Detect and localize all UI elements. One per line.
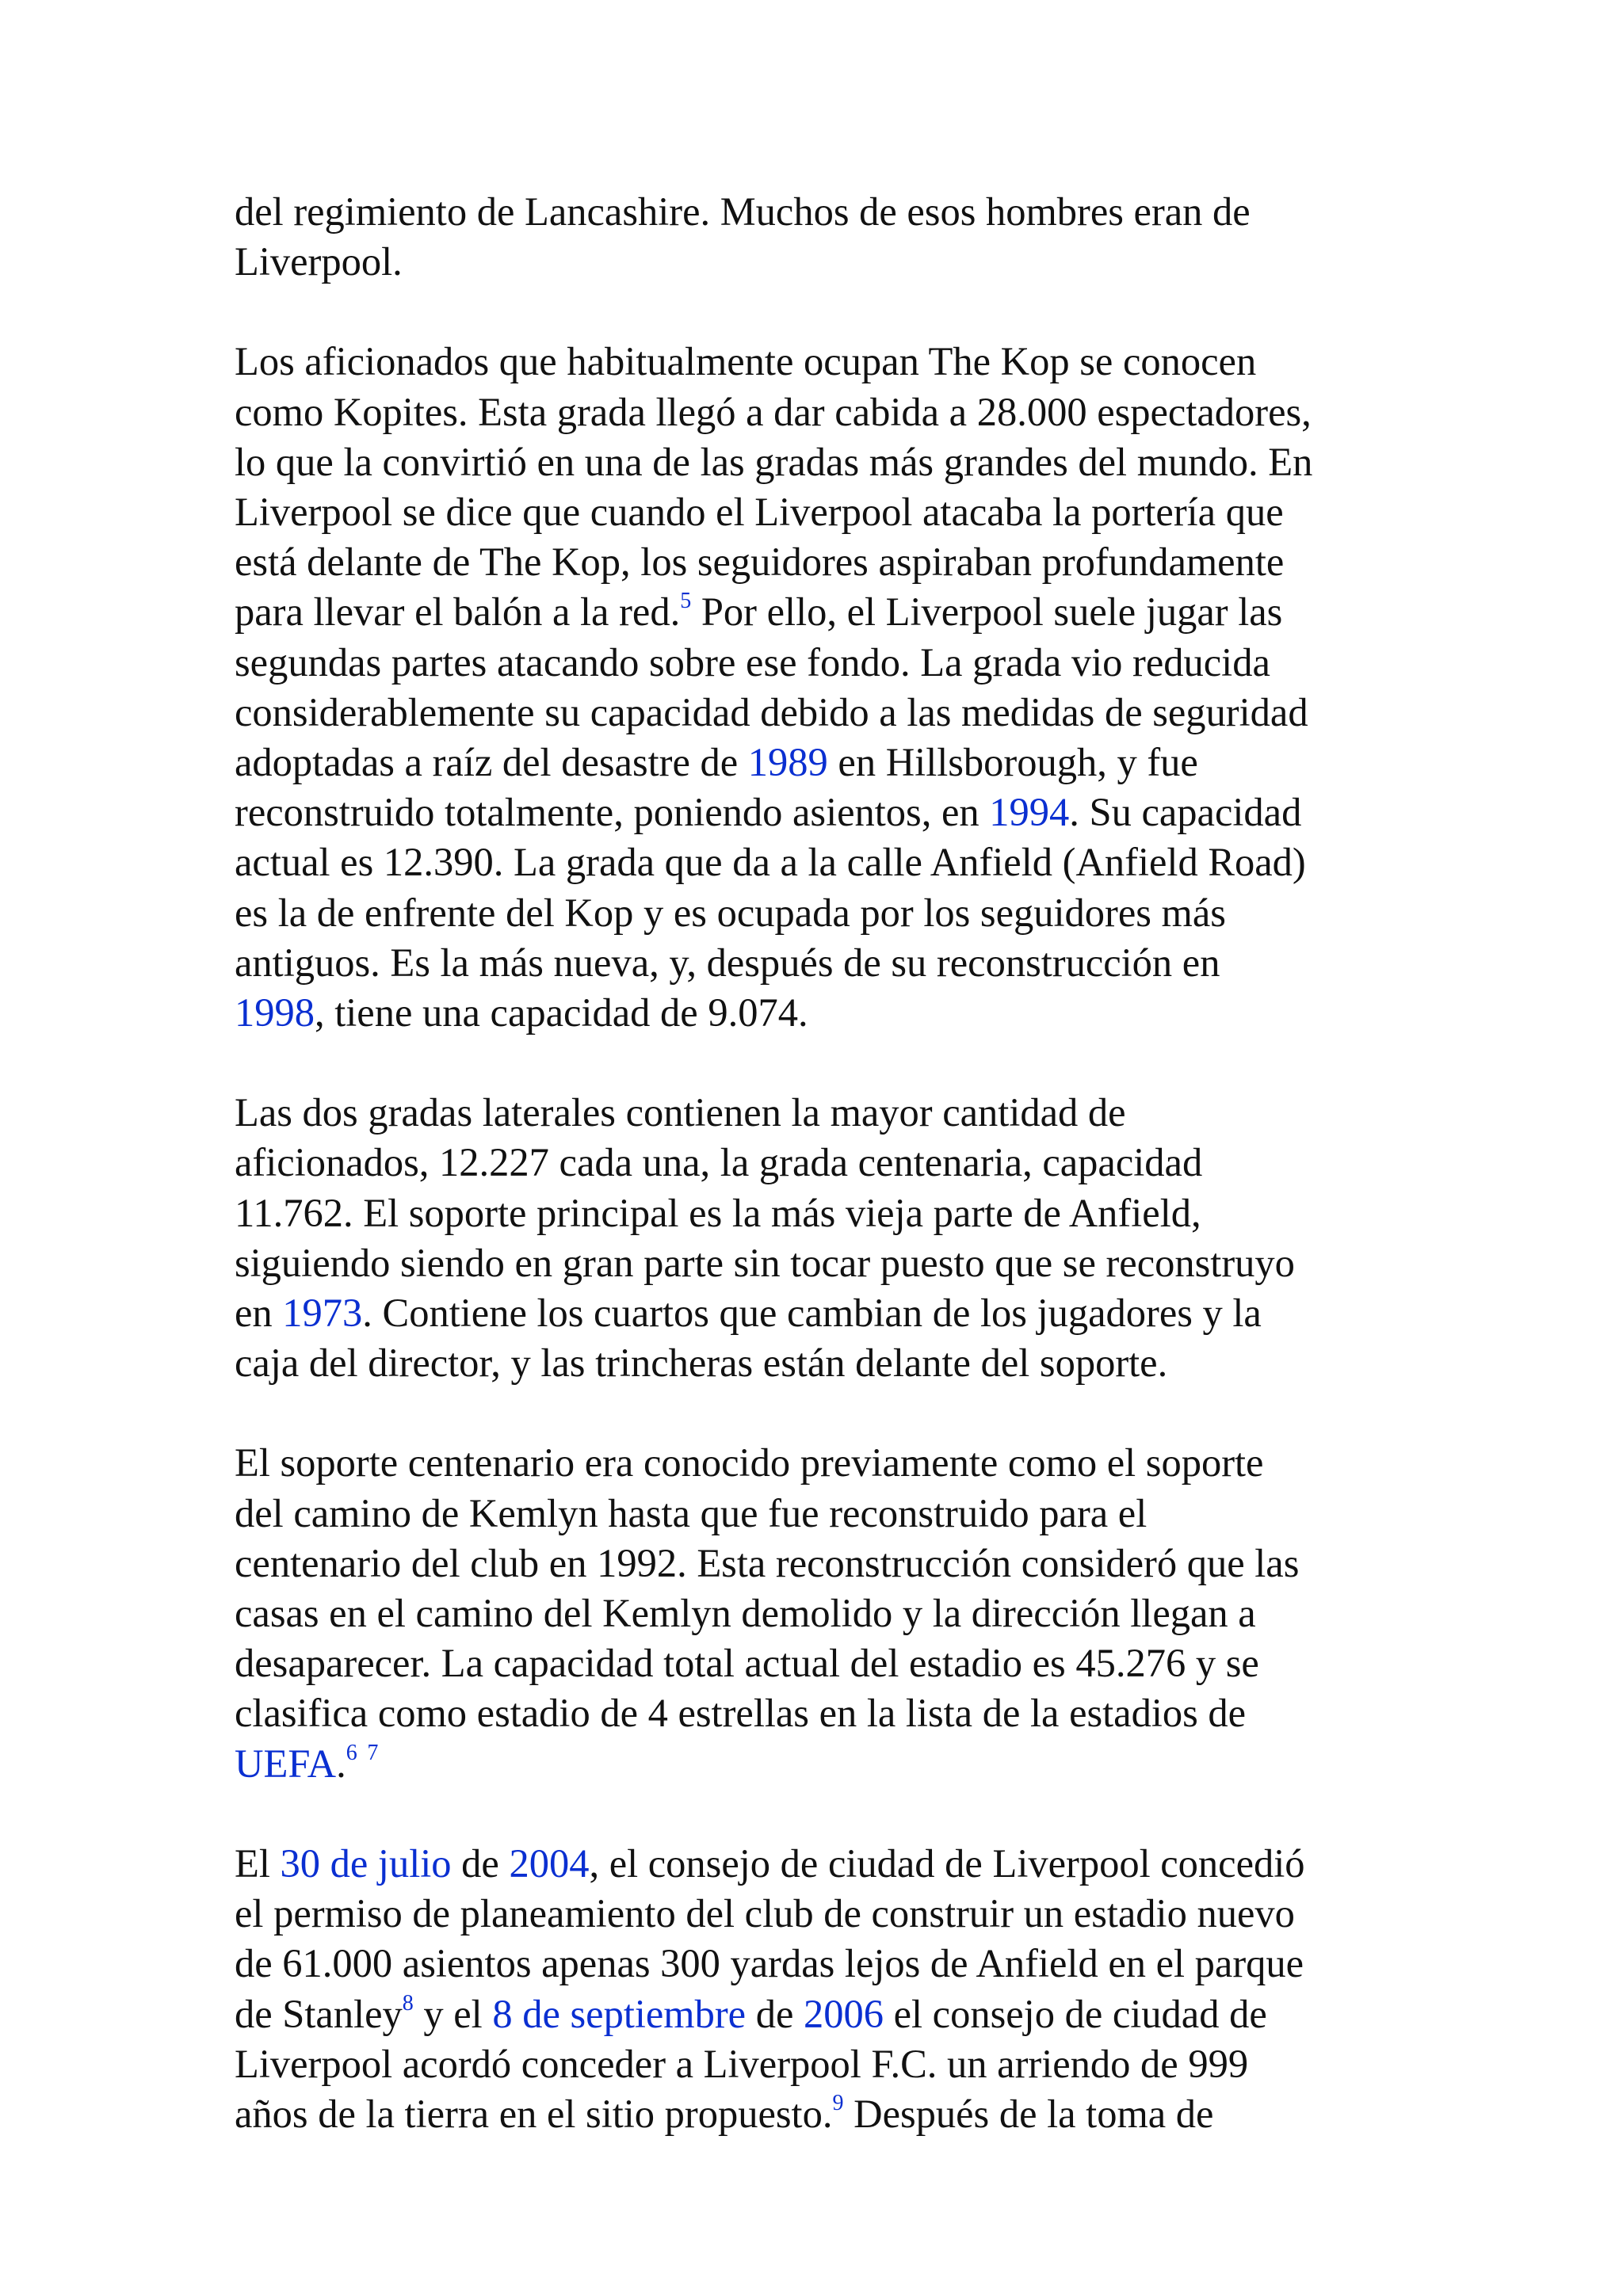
text-run: Liverpool se dice que cuando el Liverpool atacaba la portería que [235, 490, 1284, 535]
text-run: del regimiento de Lancashire. Muchos de esos hombres eran de [235, 189, 1251, 234]
text-run: años de la tierra en el sitio propuesto. [235, 2091, 833, 2136]
footnote-reference[interactable]: 6 [346, 1740, 357, 1765]
text-run: está delante de The Kop, los seguidores aspiraban profundamente [235, 540, 1285, 585]
text-run: siguiendo siendo en gran parte sin tocar puesto que se reconstruyo [235, 1240, 1295, 1285]
text-run: clasifica como estadio de 4 estrellas en la lista de la estadios de [235, 1691, 1247, 1736]
paragraph [235, 187, 1400, 287]
text-run: lo que la convirtió en una de las gradas más grandes del mundo. En [235, 439, 1313, 484]
text-line [235, 788, 1400, 837]
text-line [235, 1138, 1400, 1188]
hyperlink[interactable]: 1989 [747, 740, 828, 785]
text-line [235, 1489, 1400, 1539]
text-line [235, 1889, 1400, 1939]
text-line [235, 387, 1400, 437]
text-line [235, 2039, 1400, 2089]
text-run: Por ello, el Liverpool suele jugar las [691, 589, 1283, 635]
text-run: Las dos gradas laterales contienen la mayor cantidad de [235, 1090, 1126, 1135]
paragraph [235, 1839, 1400, 2139]
text-run: centenario del club en 1992. Esta reconstrucción consideró que las [235, 1540, 1300, 1585]
text-line [235, 187, 1400, 237]
hyperlink[interactable]: 2004 [509, 1840, 590, 1886]
footnote-reference[interactable]: 9 [832, 2090, 844, 2115]
text-run: adoptadas a raíz del desastre de [235, 740, 748, 785]
hyperlink[interactable]: 1973 [282, 1291, 363, 1336]
text-line [235, 537, 1400, 587]
text-run: El [235, 1840, 281, 1886]
paragraph [235, 1088, 1400, 1388]
text-run: es la de enfrente del Kop y es ocupada por los seguidores más [235, 890, 1226, 935]
text-line [235, 337, 1400, 387]
paragraph [235, 337, 1400, 1038]
text-run: casas en el camino del Kemlyn demolido y la dirección llegan a [235, 1591, 1256, 1636]
text-run: . Contiene los cuartos que cambian de los jugadores y la [362, 1291, 1262, 1336]
text-run: Liverpool. [235, 239, 403, 284]
paragraph [235, 1438, 1400, 1788]
text-run: desaparecer. La capacidad total actual del estadio es 45.276 y se [235, 1641, 1259, 1686]
text-run: del camino de Kemlyn hasta que fue reconstruido para el [235, 1490, 1148, 1535]
text-run: para llevar el balón a la red. [235, 589, 681, 635]
text-line [235, 938, 1400, 988]
text-line [235, 1238, 1400, 1288]
text-line [235, 1539, 1400, 1589]
text-run: el permiso de planeamiento del club de construir un estadio nuevo [235, 1891, 1295, 1936]
text-run: , el consejo de ciudad de Liverpool concedió [589, 1840, 1305, 1886]
text-run: Después de la toma de [843, 2091, 1214, 2136]
text-run: . Su capacidad [1069, 790, 1302, 835]
text-line [235, 1739, 1400, 1789]
hyperlink[interactable]: 1994 [989, 790, 1070, 835]
text-run: actual es 12.390. La grada que da a la calle Anfield (Anfield Road) [235, 840, 1306, 885]
text-run: segundas partes atacando sobre ese fondo. La grada vio reducida [235, 639, 1270, 685]
text-line [235, 1088, 1400, 1138]
text-line [235, 888, 1400, 938]
text-line [235, 1438, 1400, 1488]
text-run: caja del director, y las trincheras están delante del soporte. [235, 1341, 1168, 1386]
text-line [235, 1338, 1400, 1388]
text-run [357, 1741, 368, 1786]
text-run: 11.762. El soporte principal es la más vieja parte de Anfield, [235, 1190, 1201, 1235]
text-run: considerablemente su capacidad debido a las medidas de seguridad [235, 689, 1308, 734]
text-line [235, 587, 1400, 637]
hyperlink[interactable]: 2006 [803, 1991, 884, 2036]
text-run: de [451, 1840, 510, 1886]
document-page [235, 187, 1400, 2189]
text-run: antiguos. Es la más nueva, y, después de su reconstrucción en [235, 940, 1220, 985]
text-line [235, 988, 1400, 1038]
footnote-reference[interactable]: 7 [367, 1740, 379, 1765]
text-line [235, 1839, 1400, 1889]
text-run: y el [413, 1991, 493, 2036]
hyperlink[interactable]: 1998 [235, 990, 315, 1035]
text-run: Liverpool acordó conceder a Liverpool F.C. un arriendo de 999 [235, 2041, 1249, 2086]
text-line [235, 1188, 1400, 1238]
text-run: reconstruido totalmente, poniendo asientos, en [235, 790, 990, 835]
text-line [235, 688, 1400, 738]
hyperlink[interactable]: 30 de julio [280, 1840, 452, 1886]
text-run: de Stanley [235, 1991, 403, 2036]
text-run: Los aficionados que habitualmente ocupan The Kop se conocen [235, 339, 1257, 384]
text-line [235, 2089, 1400, 2139]
text-run: de [746, 1991, 804, 2036]
footnote-reference[interactable]: 5 [680, 589, 692, 614]
text-line [235, 1939, 1400, 1989]
text-line [235, 437, 1400, 487]
text-line [235, 1989, 1400, 2039]
text-line [235, 738, 1400, 788]
hyperlink[interactable]: 8 de septiembre [492, 1991, 747, 2036]
hyperlink[interactable]: UEFA [235, 1741, 337, 1786]
text-line [235, 837, 1400, 887]
text-run: aficionados, 12.227 cada una, la grada centenaria, capacidad [235, 1140, 1203, 1185]
text-run: en [235, 1291, 283, 1336]
text-line [235, 1688, 1400, 1738]
text-run: como Kopites. Esta grada llegó a dar cabida a 28.000 espectadores, [235, 389, 1312, 434]
text-line [235, 487, 1400, 537]
text-run: el consejo de ciudad de [883, 1991, 1267, 2036]
footnote-reference[interactable]: 8 [402, 1990, 414, 2016]
text-line [235, 638, 1400, 688]
text-run: , tiene una capacidad de 9.074. [315, 990, 808, 1035]
text-run: . [336, 1741, 346, 1786]
text-line [235, 1589, 1400, 1638]
text-line [235, 237, 1400, 287]
text-run: en Hillsborough, y fue [827, 740, 1198, 785]
text-run: El soporte centenario era conocido previamente como el soporte [235, 1440, 1264, 1486]
text-line [235, 1288, 1400, 1338]
text-run: de 61.000 asientos apenas 300 yardas lejos de Anfield en el parque [235, 1941, 1304, 1986]
text-line [235, 1638, 1400, 1688]
